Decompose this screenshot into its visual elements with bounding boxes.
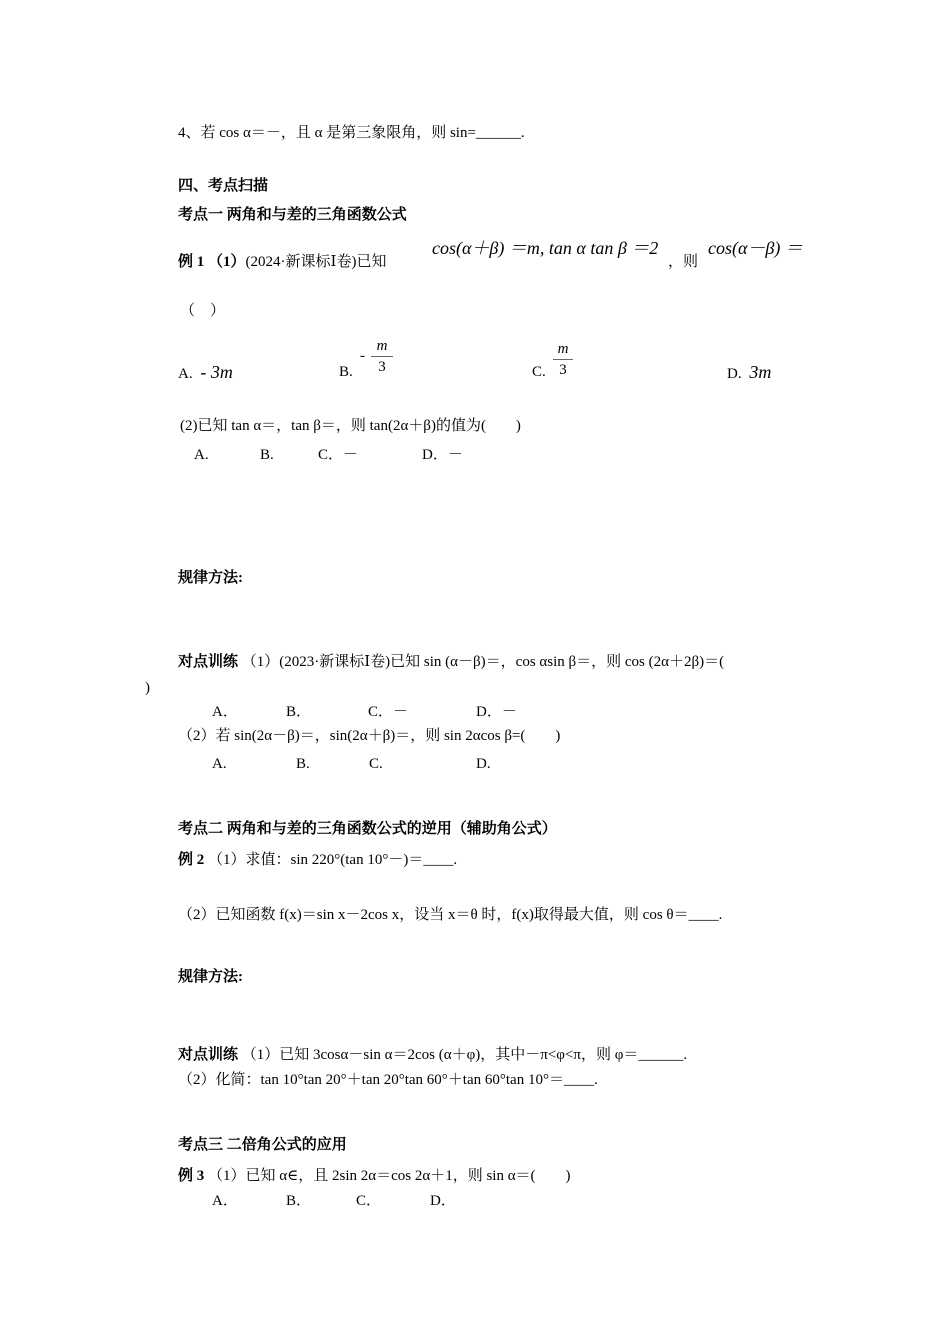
training-1-option-d: D．－ — [476, 704, 517, 720]
example-1-formula: cos(α＋β) ＝m, tan α tan β ＝2 — [432, 238, 659, 258]
example-3-q1: （1）已知 α∈，且 2sin 2α＝cos 2α＋1，则 sin α＝( ) — [208, 1168, 571, 1184]
training-1-q2: （2）若 sin(2α－β)＝，sin(2α＋β)＝，则 sin 2αcos β=( ) — [178, 728, 561, 744]
option-d-label: D. — [727, 366, 742, 382]
option-a — [178, 362, 233, 384]
example-3-label: 例 3 — [178, 1168, 205, 1184]
example-3-option-c: C． — [356, 1193, 382, 1209]
example-1-label: 例 1 — [178, 254, 205, 270]
topic-1-title: 考点一 两角和与差的三角函数公式 — [178, 207, 407, 223]
example-3-line — [178, 1166, 571, 1186]
ex1-2-option-d: D．－ — [422, 447, 463, 463]
option-b-label: B. — [339, 364, 353, 380]
option-b-denominator: 3 — [378, 359, 386, 375]
topic-2-title: 考点二 两角和与差的三角函数公式的逆用（辅助角公式） — [178, 821, 557, 837]
option-a-value: - 3m — [200, 362, 233, 382]
example-2-label: 例 2 — [178, 852, 205, 868]
training-1-q1: （1）(2023·新课标Ⅰ卷)已知 sin (α－β)＝，cos αsin β＝，则 cos (2α＋2β)＝( — [241, 654, 725, 670]
ex1-2-option-b: B. — [260, 447, 274, 463]
option-c-label: C. — [532, 364, 546, 380]
training-2-option-a: A. — [212, 756, 227, 772]
example-1-line — [178, 252, 386, 272]
training-2-option-c: C. — [369, 756, 383, 772]
ex1-2-option-c: C．－ — [318, 447, 359, 463]
example-3-option-d: D． — [430, 1193, 456, 1209]
example-2-line — [178, 850, 457, 870]
option-a-label: A. — [178, 366, 193, 382]
option-c-denominator: 3 — [559, 362, 567, 378]
training-2-option-d: D. — [476, 756, 491, 772]
example-1-formula-2: cos(α－β) ＝ — [708, 238, 803, 258]
method-heading-1: 规律方法: — [178, 570, 243, 586]
example-3-option-a: A． — [212, 1193, 238, 1209]
option-b-numerator: m — [376, 338, 388, 354]
section-title: 四、考点扫描 — [178, 178, 269, 194]
training-1-option-b: B． — [286, 704, 312, 720]
training-2-line — [178, 1045, 687, 1065]
option-c-numerator: m — [557, 341, 569, 357]
training-2-option-b: B. — [296, 756, 310, 772]
ex1-2-option-a: A. — [194, 447, 209, 463]
training-1-option-c: C．－ — [368, 704, 409, 720]
option-c-fraction — [553, 340, 573, 379]
example-2-q2: （2）已知函数 f(x)＝sin x－2cos x，设当 x＝θ 时，f(x)取得最大值，则 cos θ＝____. — [178, 907, 723, 923]
training-2-label: 对点训练 — [178, 1047, 239, 1063]
option-b-sign: - — [360, 348, 365, 364]
option-d-value: 3m — [749, 362, 772, 382]
training-2-q2: （2）化简：tan 10°tan 20°＋tan 20°tan 60°＋tan 60°tan 10°＝____. — [178, 1072, 598, 1088]
training-1-option-a: A． — [212, 704, 238, 720]
method-heading-2: 规律方法: — [178, 969, 243, 985]
training-1-line — [178, 652, 724, 672]
option-b-fraction — [371, 337, 393, 376]
example-3-option-b: B． — [286, 1193, 312, 1209]
training-label: 对点训练 — [178, 654, 239, 670]
example-1-connector: ，则 — [668, 254, 699, 270]
example-1-source: (2024·新课标Ⅰ卷)已知 — [245, 254, 387, 270]
example-1-part-2: (2)已知 tan α＝，tan β＝，则 tan(2α＋β)的值为( ) — [180, 418, 521, 434]
example-1-part-number: （1） — [208, 254, 246, 270]
training-2-q1: （1）已知 3cosα－sin α＝2cos (α＋φ)，其中－π<φ<π，则 φ＝______. — [241, 1047, 688, 1063]
example-2-q1: （1）求值：sin 220°(tan 10°－)＝____. — [208, 852, 458, 868]
question-4: 4、若 cos α＝－，且 α 是第三象限角，则 sin=______. — [178, 125, 525, 141]
option-d — [727, 362, 771, 384]
topic-3-title: 考点三 二倍角公式的应用 — [178, 1137, 347, 1153]
answer-paren: （ ） — [180, 303, 226, 319]
training-1-paren-end: ) — [145, 680, 150, 696]
